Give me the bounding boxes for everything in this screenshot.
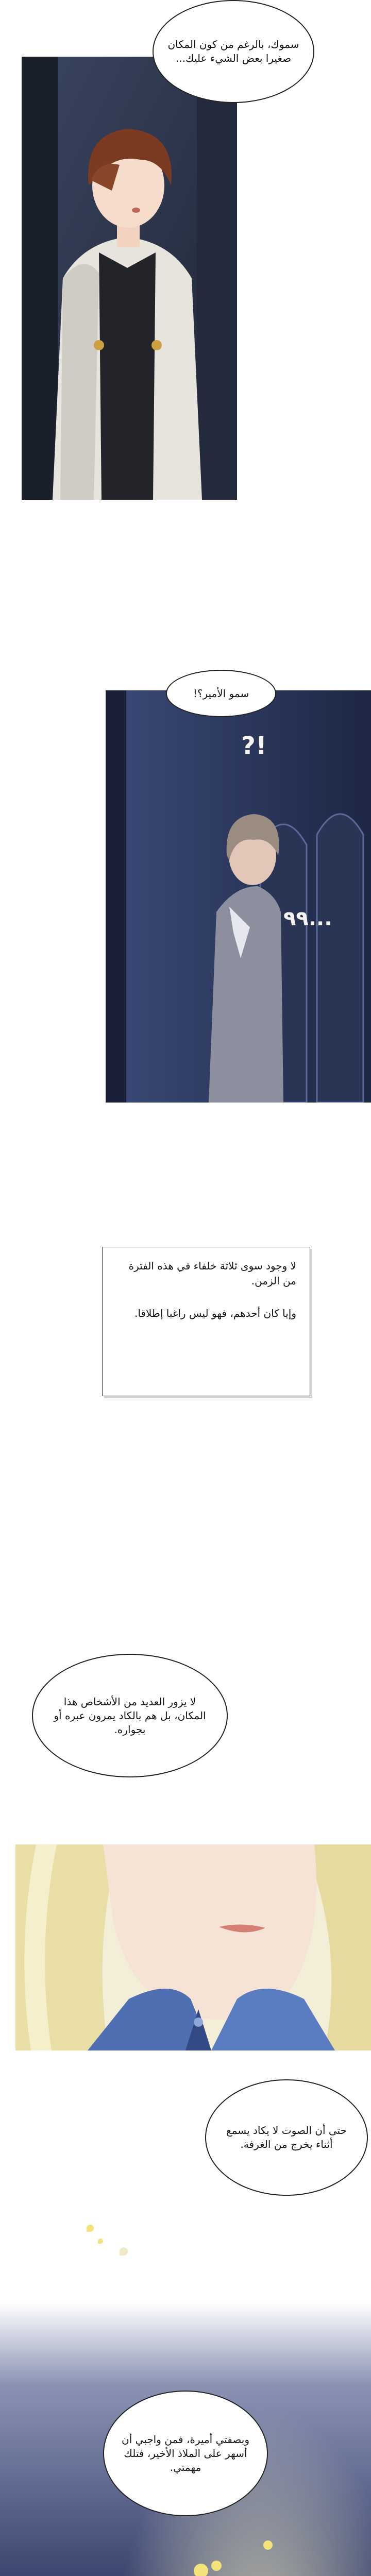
narration-box-1-line-1: لا وجود سوى ثلاثة خلفاء في هذه الفترة من الزمن. — [128, 1260, 296, 1287]
panel-1-art — [22, 57, 237, 500]
speech-bubble-2-text: سمو الأمير؟! — [193, 687, 249, 700]
flower-petal-1 — [87, 2225, 94, 2232]
speech-bubble-2 — [166, 670, 276, 717]
speech-bubble-5 — [103, 2391, 268, 2516]
panel-3-art — [15, 1844, 371, 2050]
speech-bubble-3 — [32, 1654, 228, 1777]
speech-bubble-1 — [153, 0, 314, 103]
sfx-dots: ٩٩... — [283, 907, 332, 930]
flower-petal-3 — [120, 2247, 128, 2256]
panel-1-man-in-cloak — [22, 57, 237, 500]
speech-bubble-5-text: وبصفتي أميرة، فمن واجبي أن أسهر على الملاذ الأخير، فتلك مهمتي. — [122, 2433, 249, 2473]
speech-bubble-1-text: سموك، بالرغم من كون المكان صغيرا بعض الشيء عليك... — [167, 38, 299, 64]
narration-box-1 — [102, 1247, 310, 1396]
panel-2-surprised-youth — [106, 690, 371, 1103]
speech-bubble-3-text: لا يزور العديد من الأشخاص هذا المكان، بل هم بالكاد يمرون عبره أو بجواره. — [54, 1695, 206, 1736]
sfx-surprise-marks: ?! — [241, 732, 267, 760]
panel-3-blonde-closeup — [15, 1844, 371, 2050]
speech-bubble-4 — [205, 2079, 368, 2196]
speech-bubble-4-text: حتى أن الصوت لا يكاد يسمع أثناء يخرج من الغرفة. — [226, 2124, 347, 2150]
narration-box-1-line-2: وإيا كان أحدهم، فهو ليس راغبا إطلاقا. — [134, 1307, 296, 1319]
flower-petal-2 — [98, 2239, 103, 2244]
panel-2-art — [106, 690, 371, 1103]
